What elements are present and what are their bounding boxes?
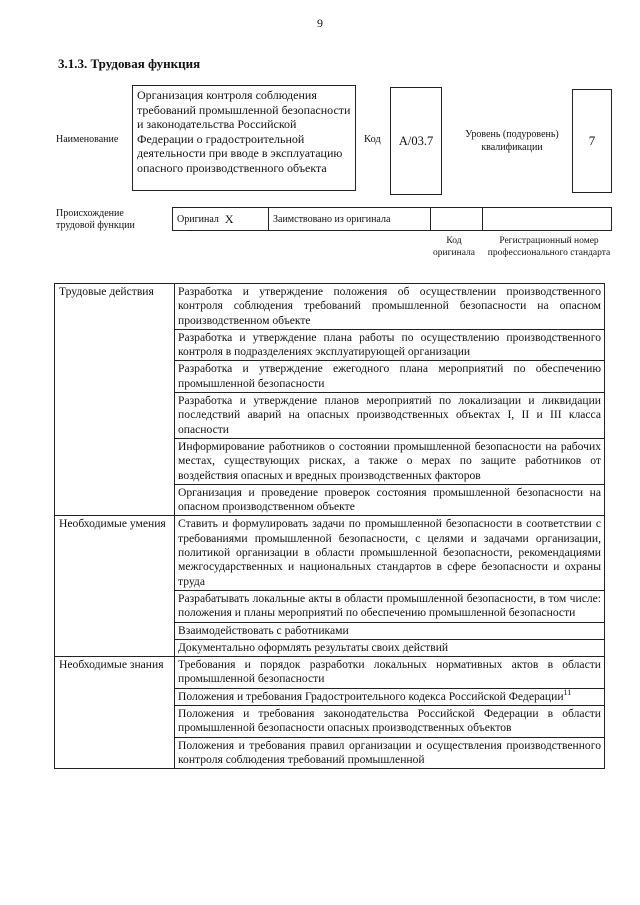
code-label: Код [364, 134, 381, 145]
footnote-mark: 11 [563, 687, 572, 697]
original-code-cell [431, 208, 483, 230]
original-mark: X [224, 211, 234, 226]
item-cell: Положения и требования правил организации и осуществления производственного контроля соблюдения требований промышленной [175, 737, 605, 769]
origin-row [172, 207, 612, 231]
borrowed-label: Заимствовано из оригинала [273, 213, 391, 225]
page-number: 9 [317, 16, 323, 30]
level-label: Уровень (подуровень) квалификации [465, 129, 559, 153]
item-cell: Разработка и утверждение положения об осуществлении производственного контроля соблюдения требований промышленной безопасности на опасном производственном объекте [175, 284, 605, 330]
original-code-note: Код оригинала [433, 236, 475, 258]
item-cell: Ставить и формулировать задачи по промышленной безопасности в соответствии с требованиями промышленной безопасности, с целями и задачами организации, политикой организации в области промышленной безопасности, рекомендациями межгосударственных и национальных стандартов в сфере безопасности и охраны труда [175, 516, 605, 590]
registration-number-note: Регистрационный номер профессионального стандарта [487, 236, 611, 258]
item-text: Положения и требования Градостроительного кодекса Российской Федерации [178, 689, 564, 703]
category-cell: Трудовые действия [55, 284, 175, 516]
name-label: Наименование [56, 134, 119, 145]
table-row [55, 657, 605, 689]
item-cell: Разрабатывать локальные акты в области промышленной безопасности, в том числе: положения и планы мероприятий по обеспечению промышленной безопасности [175, 590, 605, 622]
item-cell: Разработка и утверждение ежегодного плана мероприятий по обеспечению промышленной безопасности [175, 361, 605, 393]
code-value: A/03.7 [390, 87, 442, 195]
table-row [55, 516, 605, 590]
item-cell [175, 688, 605, 705]
borrowed-cell [269, 208, 431, 230]
category-cell: Необходимые умения [55, 516, 175, 657]
item-cell: Разработка и утверждение плана работы по осуществлению производственного контроля в подразделениях эксплуатирующей организации [175, 329, 605, 361]
table-row [55, 284, 605, 330]
section-title: 3.1.3. Трудовая функция [58, 56, 201, 71]
category-cell: Необходимые знания [55, 657, 175, 769]
item-cell: Документально оформлять результаты своих действий [175, 639, 605, 656]
item-cell: Организация и проведение проверок состояния промышленной безопасности на опасном производственном объекте [175, 484, 605, 516]
function-table [54, 283, 605, 769]
reg-number-cell [483, 208, 611, 230]
item-cell: Взаимодействовать с работниками [175, 622, 605, 639]
function-name-value: Организация контроля соблюдения требований промышленной безопасности и законодательства Российской Федерации о градостроительной деятельности при вводе в эксплуатацию опасного производственного объекта [132, 85, 356, 191]
level-value: 7 [572, 89, 612, 193]
item-cell: Информирование работников о состоянии промышленной безопасности на рабочих местах, существующих рисках, а также о мерах по защите работников от воздействия опасных и вредных производственных факторов [175, 438, 605, 484]
original-label: Оригинал [177, 213, 219, 225]
item-cell: Требования и порядок разработки локальных нормативных актов в области промышленной безопасности [175, 657, 605, 689]
original-cell [173, 208, 269, 230]
item-cell: Положения и требования законодательства Российской Федерации в области промышленной безопасности опасных производственных объектов [175, 706, 605, 738]
item-cell: Разработка и утверждение планов мероприятий по локализации и ликвидации последствий аварий на опасных производственных объектах I, II и III класса опасности [175, 393, 605, 439]
origin-label: Происхождение трудовой функции [56, 208, 135, 231]
